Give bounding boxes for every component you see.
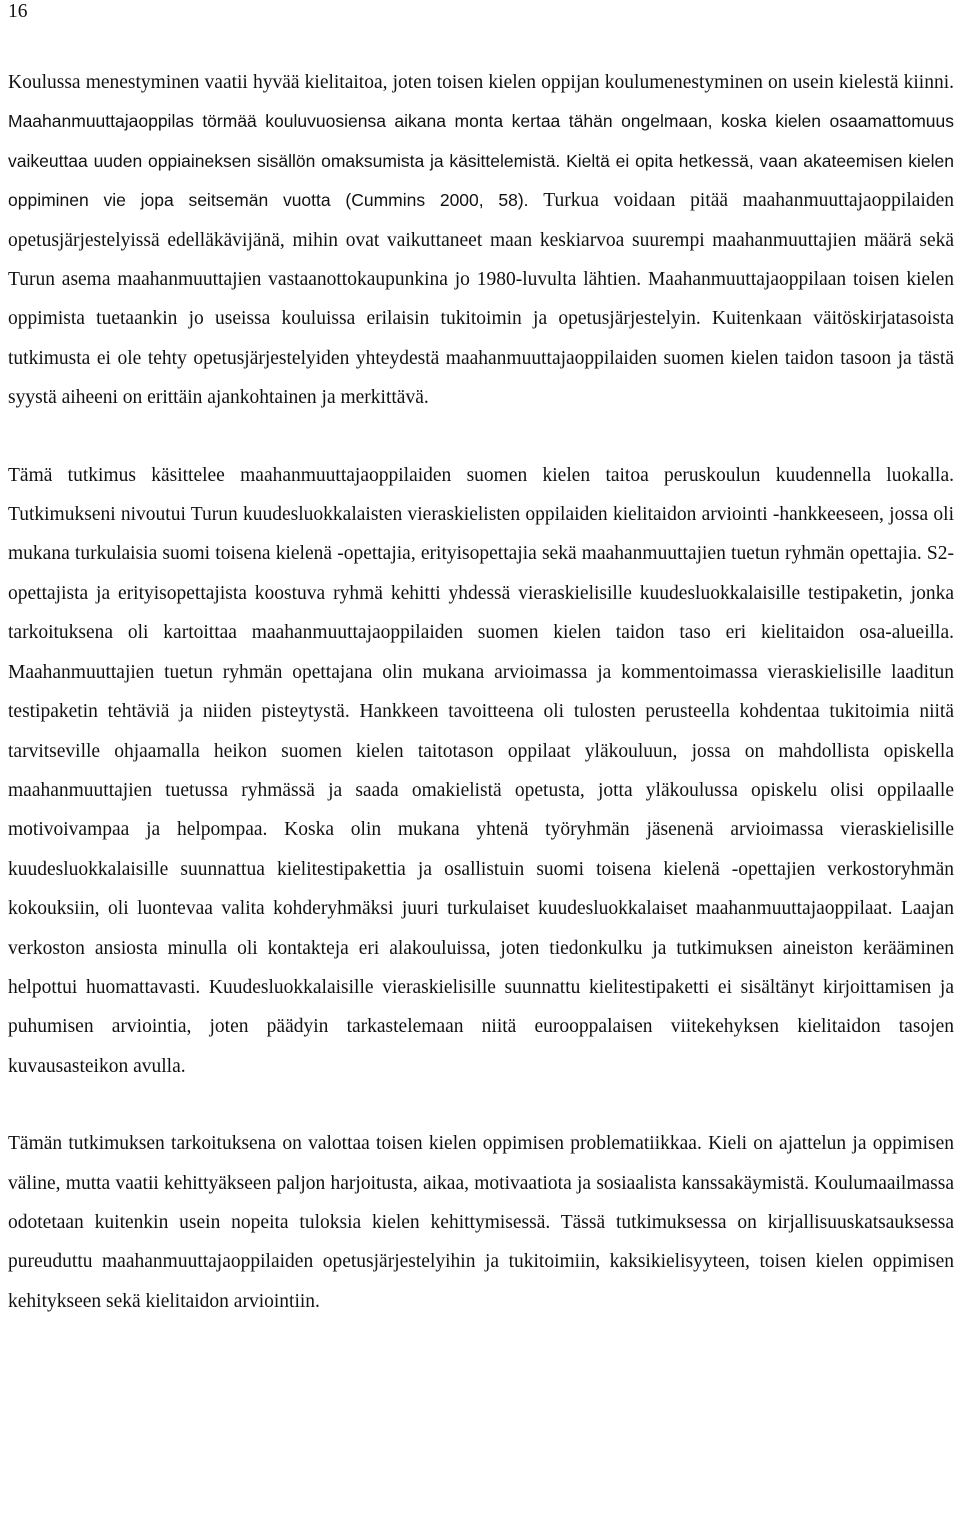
paragraph bbox=[8, 456, 954, 1087]
paragraph-text: Tämä tutkimus käsittelee maahanmuuttajaoppilaiden suomen kielen taitoa peruskoulun kuudennella luokalla. Tutkimukseni nivoutui Turun kuudesluokkalaisten vieraskielisten oppilaiden kielitaidon arviointi -hankkeeseen, jossa oli mukana turkulaisia suomi toisena kielenä -opettajia, erityisopettajia sekä maahanmuuttajien tuetun ryhmän opettajia. S2-opettajista ja erityisopettajista koostuva ryhmä kehitti yhdessä vieraskielisille kuudesluokkalaisille testipaketin, jonka tarkoituksena oli kartoittaa maahanmuuttajaoppilaiden suomen kielen taidon taso eri kielitaidon osa-alueilla. Maahanmuuttajien tuetun ryhmän opettajana olin mukana arvioimassa ja kommentoimassa vieraskielisille laaditun testipaketin tehtäviä ja niiden pisteytystä. Hankkeen tavoitteena oli tulosten perusteella kohdentaa tukitoimia niitä tarvitseville ohjaamalla heikon suomen kielen taitotason oppilaat yläkouluun, jossa on mahdollista opiskella maahanmuuttajien tuetussa ryhmässä ja saada omakielistä opetusta, jotta yläkoulussa opiskelu olisi oppilaalle motivoivampaa ja helpompaa. Koska olin mukana yhtenä työryhmän jäsenenä arvioimassa vieraskielisille kuudesluokkalaisille suunnattua kielitestipakettia ja osallistuin suomi toisena kielenä -opettajien verkostoryhmän kokouksiin, oli luontevaa valita kohderyhmäksi juuri turkulaiset kuudesluokkalaiset maahanmuuttajaoppilaat. Laajan verkoston ansiosta minulla oli kontakteja eri alakouluissa, joten tiedonkulku ja tutkimuksen aineiston kerääminen helpottui huomattavasti. Kuudesluokkalaisille vieraskielisille suunnattu kielitestipaketti ei sisältänyt kirjoittamisen ja puhumisen arviointia, joten päädyin tarkastelemaan niitä eurooppalaisen viitekehyksen kielitaidon tasojen kuvausasteikon avulla. bbox=[8, 464, 954, 1077]
paragraph-text: Koulussa menestyminen vaatii hyvää kielitaitoa, joten toisen kielen oppijan koulumenestyminen on usein kielestä kiinni. bbox=[8, 72, 954, 93]
paragraph-text-sans: Maahanmuuttajaoppilas törmää kouluvuosiensa aikana monta kertaa tähän ongelmaan, koska kielen osaamattomuus vaikeuttaa uuden oppiaineksen sisällön omaksumista ja käsittelemistä. Kieltä ei opita hetkessä, vaan akateemisen kielen oppiminen vie jopa seitsemän vuotta (Cummins 2000, 58). bbox=[8, 111, 954, 211]
paragraph-text: Tämän tutkimuksen tarkoituksena on valottaa toisen kielen oppimisen problematiikkaa. Kieli on ajattelun ja oppimisen väline, mutta vaatii kehittyäkseen paljon harjoitusta, aikaa, motivaatiota ja sosiaalista kanssakäymistä. Koulumaailmassa odotetaan kuitenkin usein nopeita tuloksia kielen kehittymisessä. Tässä tutkimuksessa on kirjallisuuskatsauksessa pureuduttu maahanmuuttajaoppilaiden opetusjärjestelyihin ja tukitoimiin, kaksikielisyyteen, toisen kielen oppimisen kehitykseen sekä kielitaidon arviointiin. bbox=[8, 1133, 954, 1312]
paragraph bbox=[8, 1124, 954, 1321]
paragraph-text: Turkua voidaan pitää maahanmuuttajaoppilaiden opetusjärjestelyissä edelläkävijänä, mihin ovat vaikuttaneet maan keskiarvoa suurempi maahanmuuttajien määrä sekä Turun asema maahanmuuttajien vastaanottokaupunkina jo 1980-luvulta lähtien. Maahanmuuttajaoppilaan toisen kielen oppimista tuetaankin jo useissa kouluissa erilaisin tukitoimin ja opetusjärjestelyin. Kuitenkaan väitöskirjatasoista tutkimusta ei ole tehty opetusjärjestelyiden yhteydestä maahanmuuttajaoppilaiden suomen kielen taidon tasoon ja tästä syystä aiheeni on erittäin ajankohtainen ja merkittävä. bbox=[8, 190, 954, 409]
page-number: 16 bbox=[8, 1, 28, 22]
paragraph bbox=[8, 63, 954, 418]
document-body bbox=[8, 63, 954, 1359]
